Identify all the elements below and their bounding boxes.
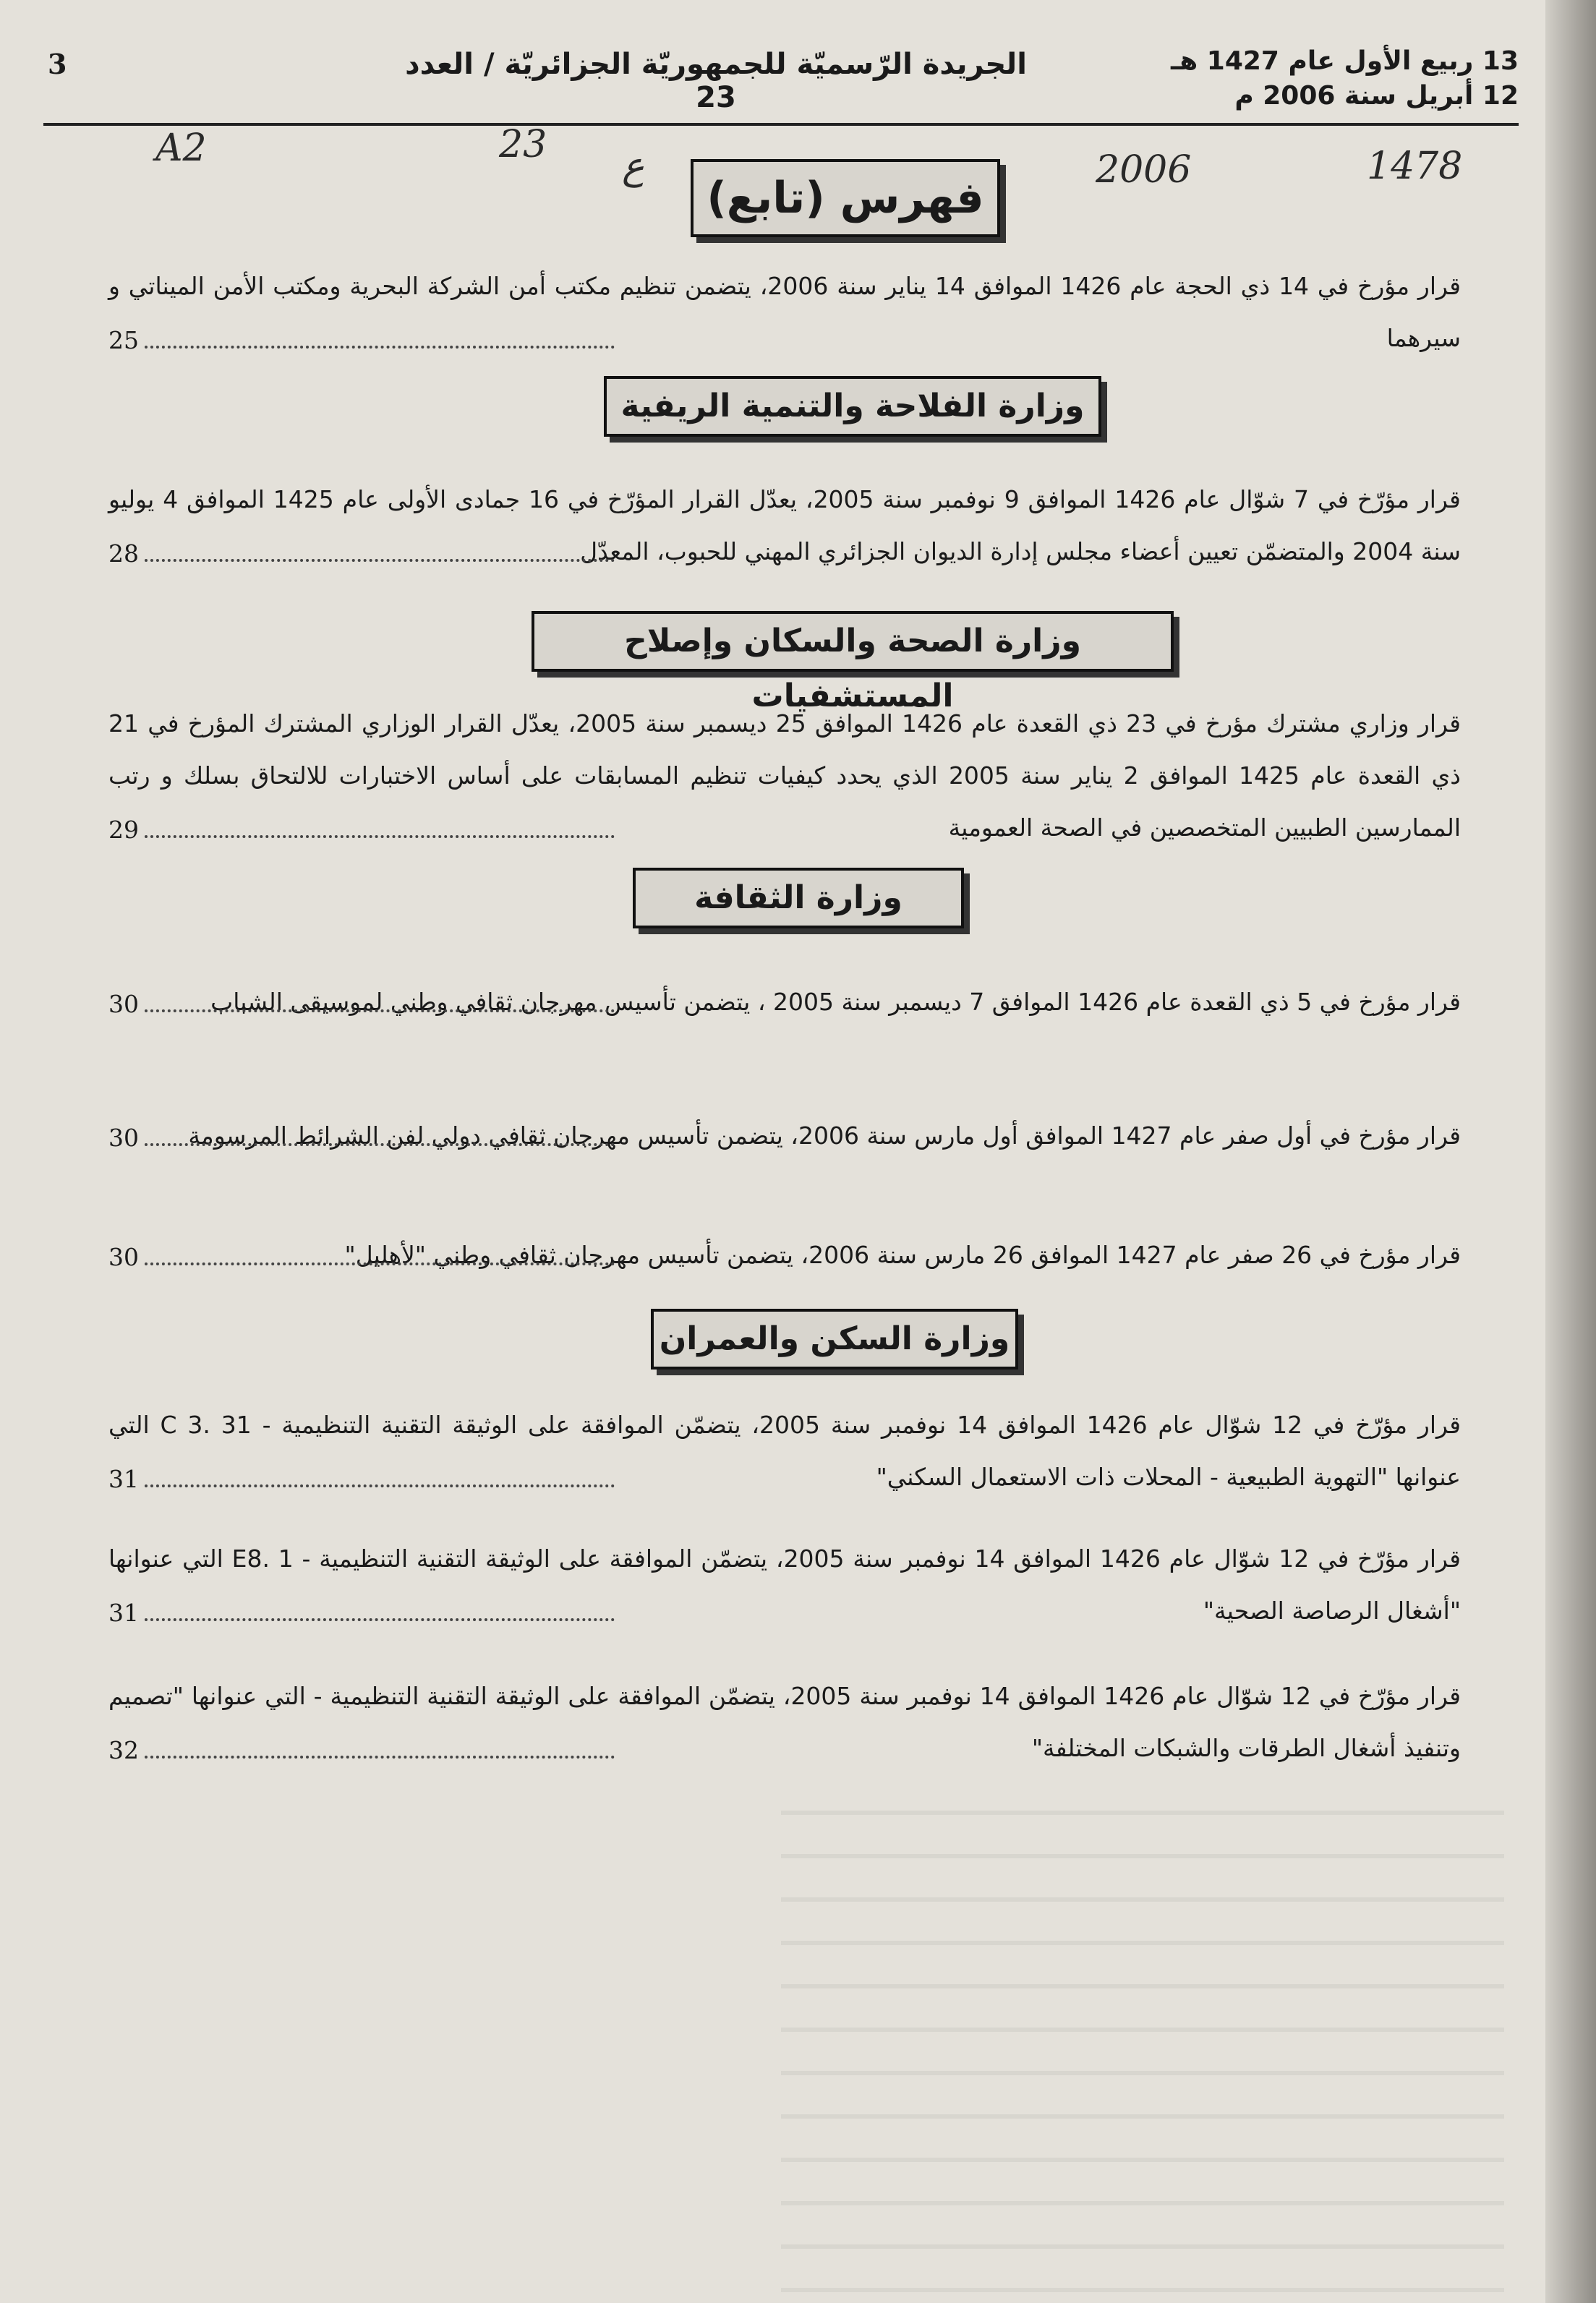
entry-page: 30 bbox=[108, 1124, 139, 1152]
entry-text: قرار مؤرخ في 26 صفر عام 1427 الموافق 26 مارس سنة 2006، يتضمن تأسيس مهرجان ثقافي وطني "لأهليل" bbox=[344, 1241, 1461, 1269]
section-title-agriculture: وزارة الفلاحة والتنمية الريفية bbox=[604, 376, 1101, 437]
entry-text: قرار مؤرّخ في 7 شوّال عام 1426 الموافق 9 نوفمبر سنة 2005، يعدّل القرار المؤرّخ في 16 جمادى الأولى عام 1425 الموافق 4 يوليو سنة 2004 والمتضمّن تعيين أعضاء مجلس إدارة الديوان الجزائري المهني للحبوب، المعدّل bbox=[108, 485, 1461, 565]
entry-text: قرار مؤرّخ في 12 شوّال عام 1426 الموافق 14 نوفمبر سنة 2005، يتضمّن الموافقة على الوثيقة التقنية التنظيمية - C 3. 31 التي عنوانها "التهوية الطبيعية - المحلات ذات الاستعمال السكني" bbox=[108, 1411, 1461, 1491]
leader-dots bbox=[145, 1756, 615, 1759]
index-entry bbox=[108, 474, 1461, 578]
leader-dots bbox=[145, 835, 615, 838]
page-header bbox=[43, 43, 1519, 126]
index-entry bbox=[108, 260, 1461, 364]
leader-dots bbox=[145, 559, 615, 562]
entry-page: 25 bbox=[108, 326, 139, 354]
hijri-date: 13 ربيع الأول عام 1427 هـ bbox=[1170, 46, 1519, 76]
handwritten-year: 2006 bbox=[1096, 148, 1192, 192]
entry-text: قرار مؤرّخ في 12 شوّال عام 1426 الموافق 14 نوفمبر سنة 2005، يتضمّن الموافقة على الوثيقة التقنية التنظيمية - التي عنوانها "تصميم وتنفيذ أشغال الطرقات والشبكات المختلفة" bbox=[108, 1682, 1461, 1762]
entry-page: 31 bbox=[108, 1599, 139, 1627]
entry-page: 32 bbox=[108, 1736, 139, 1764]
gregorian-date: 12 أبريل سنة 2006 م bbox=[1234, 81, 1519, 111]
entry-page: 31 bbox=[108, 1465, 139, 1493]
handwritten-code: A2 bbox=[155, 127, 207, 170]
entry-page: 28 bbox=[108, 539, 139, 568]
leader-dots bbox=[145, 1262, 615, 1265]
index-entry bbox=[108, 976, 1461, 1028]
section-title-culture: وزارة الثقافة bbox=[633, 868, 964, 928]
index-entry bbox=[108, 1533, 1461, 1637]
page-number: 3 bbox=[48, 48, 67, 80]
section-title-health: وزارة الصحة والسكان وإصلاح المستشفيات bbox=[532, 611, 1174, 672]
index-entry bbox=[108, 698, 1461, 854]
leader-dots bbox=[145, 346, 615, 349]
scan-edge-shadow bbox=[1545, 0, 1596, 2303]
handwritten-issue: 23 bbox=[499, 123, 547, 166]
leader-dots bbox=[145, 1618, 615, 1621]
entry-text: قرار وزاري مشترك مؤرخ في 23 ذي القعدة عام 1426 الموافق 25 ديسمبر سنة 2005، يعدّل القرار الوزاري المشترك المؤرخ في 21 ذي القعدة عام 1425 الموافق 2 يناير سنة 2005 الذي يحدد كيفيات تنظيم المسابقات على أساس الاختبارات للالتحاق بسلك و رتب الممارسين الطبيين المتخصصين في الصحة العمومية bbox=[108, 709, 1461, 842]
entry-text: قرار مؤرخ في أول صفر عام 1427 الموافق أول مارس سنة 2006، يتضمن تأسيس مهرجان ثقافي دولي لفن الشرائط المرسومة bbox=[188, 1121, 1461, 1150]
entry-text: قرار مؤرخ في 14 ذي الحجة عام 1426 الموافق 14 يناير سنة 2006، يتضمن تنظيم مكتب أمن الشركة البحرية ومكتب الأمن الميناتي و سيرهما bbox=[108, 272, 1461, 352]
index-entry bbox=[108, 1229, 1461, 1281]
entry-text: قرار مؤرخ في 5 ذي القعدة عام 1426 الموافق 7 ديسمبر سنة 2005 ، يتضمن تأسيس مهرجان ثقافي وطني لموسيقى الشباب bbox=[210, 988, 1461, 1016]
index-entry bbox=[108, 1399, 1461, 1503]
leader-dots bbox=[145, 1484, 615, 1487]
show-through-text bbox=[781, 1786, 1504, 2292]
index-entry bbox=[108, 1670, 1461, 1774]
section-title-housing: وزارة السكن والعمران bbox=[651, 1309, 1018, 1370]
entry-page: 30 bbox=[108, 1243, 139, 1271]
leader-dots bbox=[145, 1009, 615, 1012]
handwritten-number: 1478 bbox=[1367, 145, 1463, 188]
entry-text: قرار مؤرّخ في 12 شوّال عام 1426 الموافق 14 نوفمبر سنة 2005، يتضمّن الموافقة على الوثيقة التقنية التنظيمية - E8. 1 التي عنوانها "أشغال الرصاصة الصحية" bbox=[108, 1544, 1461, 1625]
handwritten-letter: ع bbox=[622, 145, 645, 188]
entry-page: 30 bbox=[108, 990, 139, 1018]
index-entry bbox=[108, 1110, 1461, 1162]
gazette-title: الجريدة الرّسميّة للجمهوريّة الجزائريّة / العدد 23 bbox=[405, 48, 1027, 114]
leader-dots bbox=[145, 1143, 615, 1146]
index-title: فهرس (تابع) bbox=[691, 159, 1000, 237]
entry-page: 29 bbox=[108, 816, 139, 844]
